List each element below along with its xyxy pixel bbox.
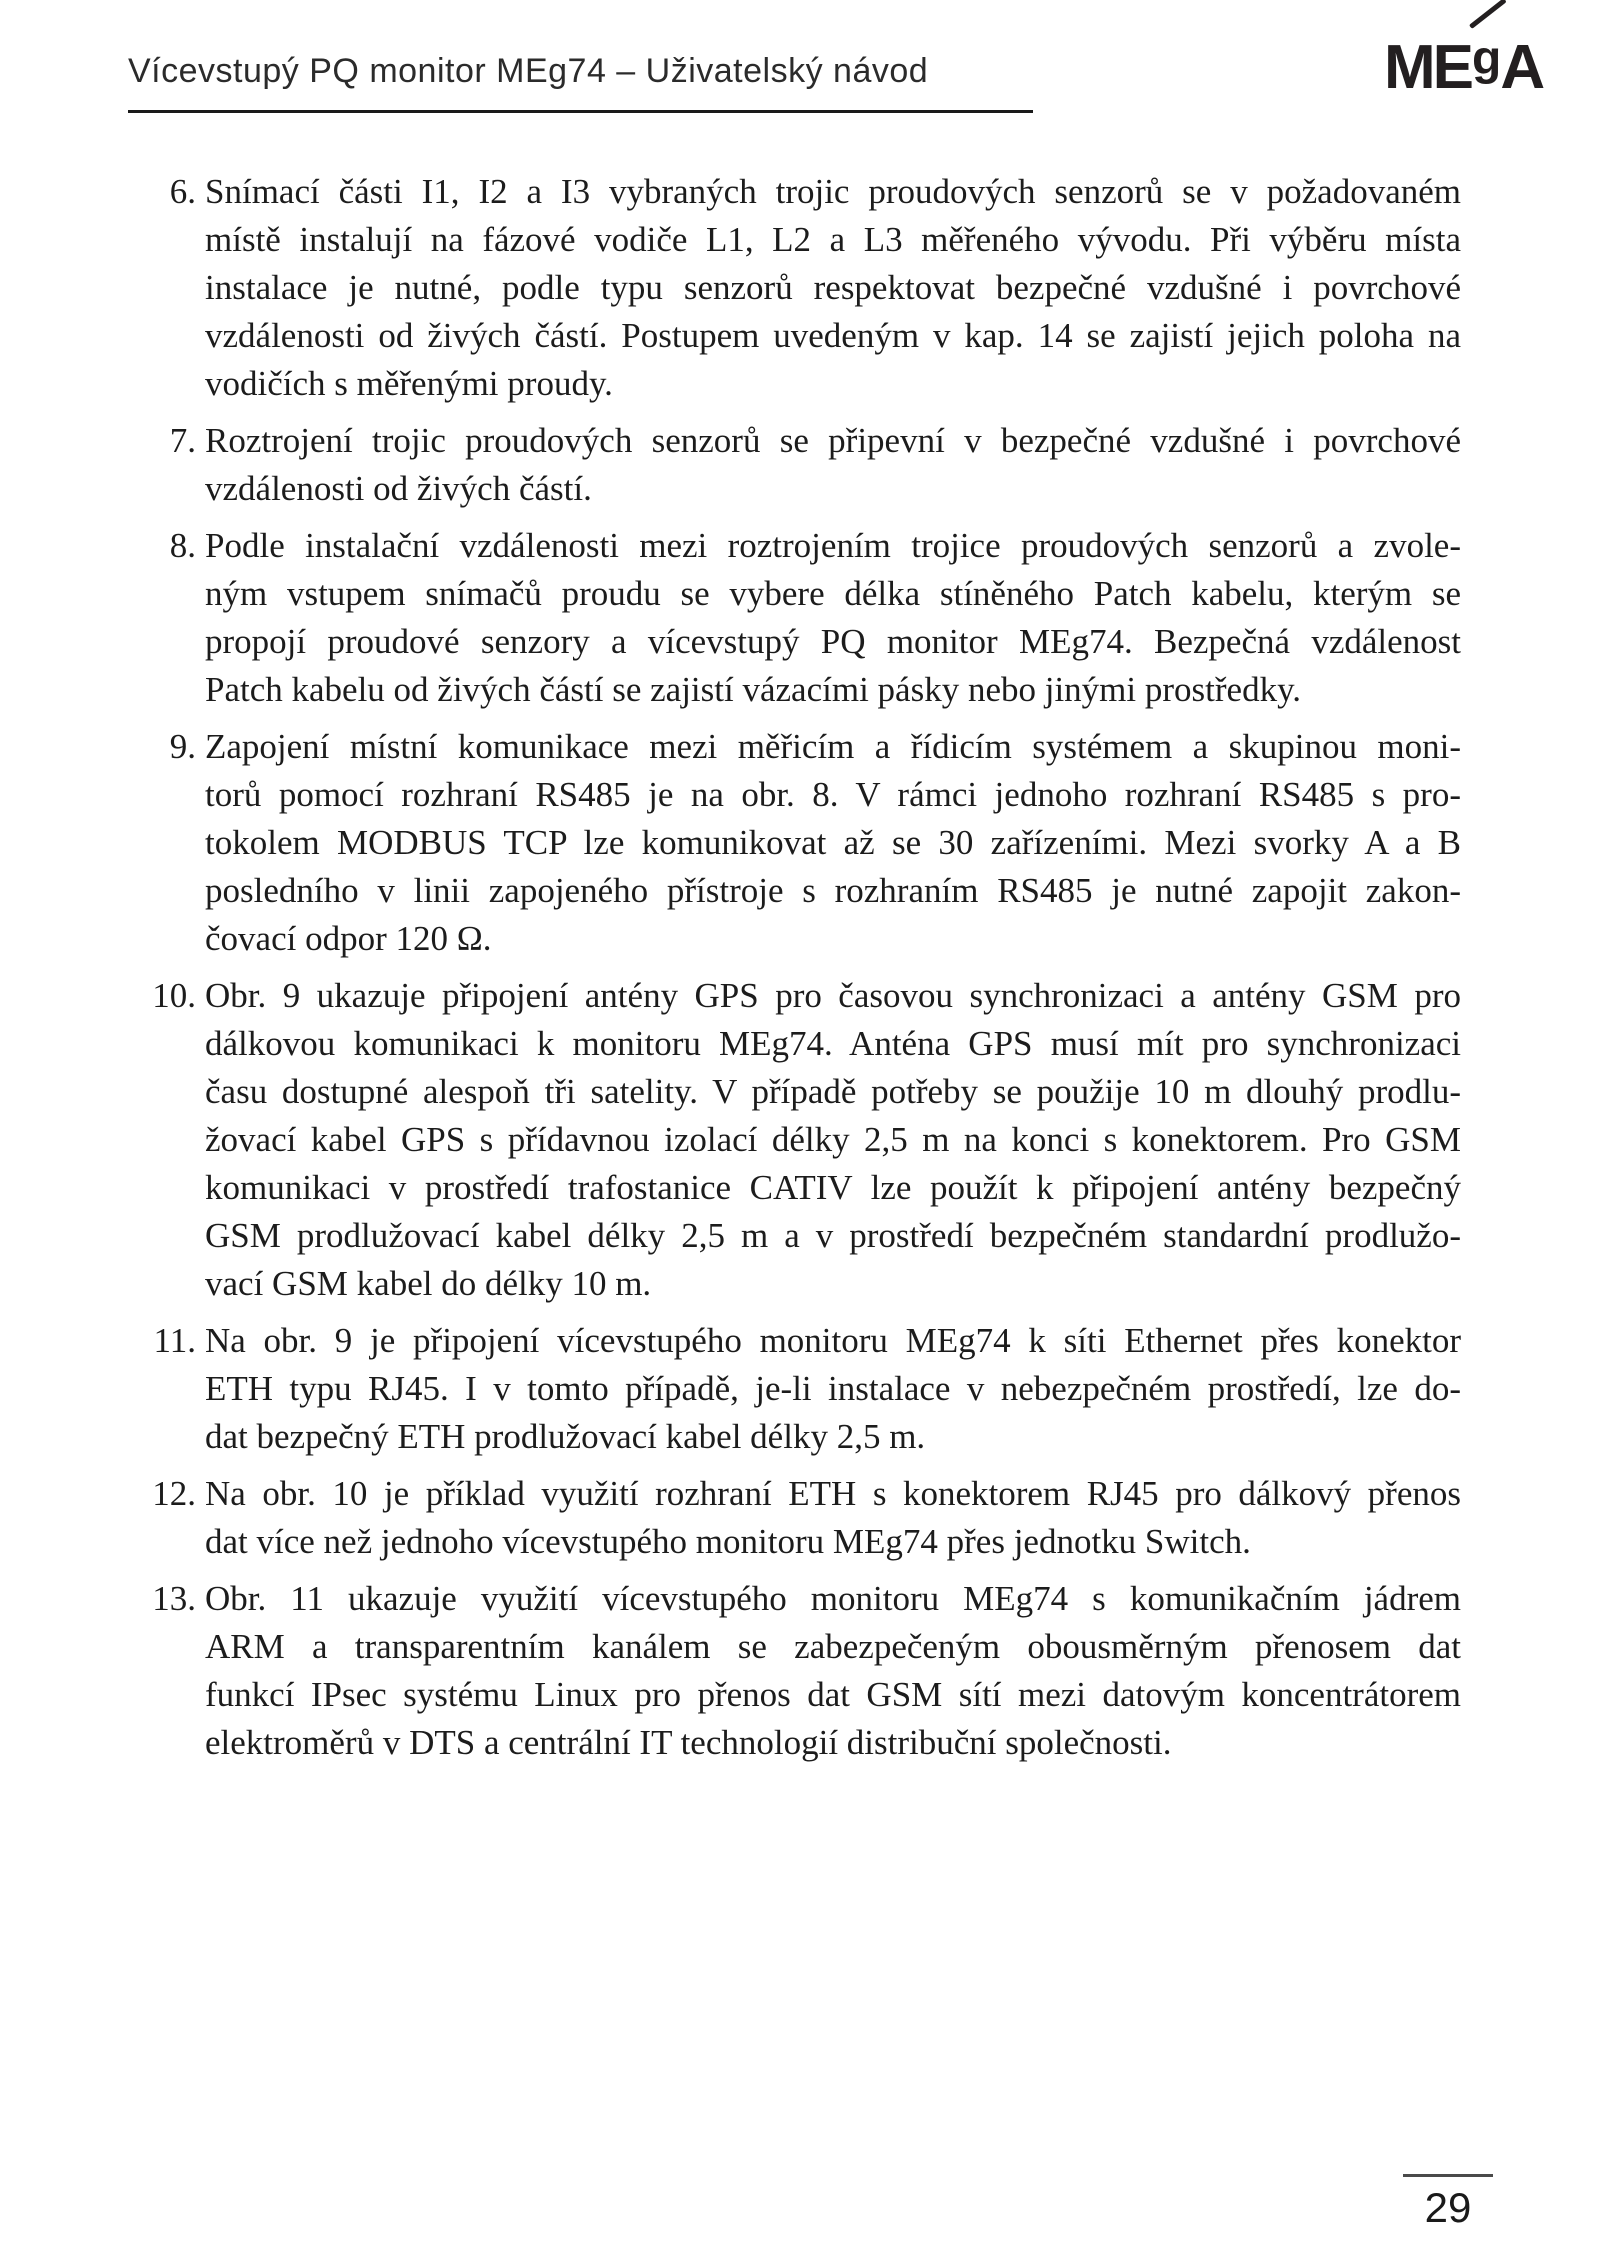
mega-logo-text-g: g xyxy=(1472,32,1502,85)
list-item-number: 13. xyxy=(152,1579,196,1618)
text-line: Podle instalační vzdálenosti mezi roztrojením trojice proudových senzorů a zvole- xyxy=(205,526,1461,565)
text-line: tokolem MODBUS TCP lze komunikovat až se 30 zařízeními. Mezi svorky A a B xyxy=(205,823,1461,862)
text-line: dálkovou komunikaci k monitoru MEg74. Anténa GPS musí mít pro synchronizaci xyxy=(205,1024,1461,1063)
text-line: ETH typu RJ45. I v tomto případě, je-li instalace v nebezpečném prostředí, lze do- xyxy=(205,1369,1461,1408)
text-line: žovací kabel GPS s přídavnou izolací délky 2,5 m na konci s konektorem. Pro GSM xyxy=(205,1120,1461,1159)
instruction-list xyxy=(152,168,1461,1776)
mega-logo-text-me: ME xyxy=(1384,33,1471,102)
text-line: vzdálenosti od živých částí. xyxy=(205,469,592,508)
text-line: GSM prodlužovací kabel délky 2,5 m a v prostředí bezpečném standardní prodlužo- xyxy=(205,1216,1461,1255)
text-line: dat bezpečný ETH prodlužovací kabel délky 2,5 m. xyxy=(205,1417,926,1456)
list-item-number: 12. xyxy=(152,1474,196,1513)
list-item xyxy=(152,1470,1461,1566)
text-line: místě instalují na fázové vodiče L1, L2 a L3 měřeného vývodu. Při výběru místa xyxy=(205,220,1461,259)
list-item xyxy=(153,1317,1461,1461)
text-line: komunikaci v prostředí trafostanice CATIV lze použít k připojení antény bezpečný xyxy=(205,1168,1461,1207)
header-divider xyxy=(128,110,1033,113)
text-line: torů pomocí rozhraní RS485 je na obr. 8. V rámci jednoho rozhraní RS485 s pro- xyxy=(205,775,1461,814)
text-line: ARM a transparentním kanálem se zabezpečeným obousměrným přenosem dat xyxy=(205,1627,1461,1666)
mega-logo xyxy=(1384,26,1543,110)
text-line: funkcí IPsec systému Linux pro přenos dat GSM sítí mezi datovým koncentrátorem xyxy=(205,1675,1461,1714)
text-line: elektroměrů v DTS a centrální IT technologií distribuční společnosti. xyxy=(205,1723,1172,1762)
page-number: 29 xyxy=(1424,2184,1472,2231)
text-line: dat více než jednoho vícevstupého monitoru MEg74 přes jednotku Switch. xyxy=(205,1522,1251,1561)
text-line: instalace je nutné, podle typu senzorů respektovat bezpečné vzdušné i povrchové xyxy=(205,268,1461,307)
text-line: Na obr. 10 je příklad využití rozhraní ETH s konektorem RJ45 pro dálkový přenos xyxy=(205,1474,1461,1513)
list-item xyxy=(169,723,1461,963)
text-line: ným vstupem snímačů proudu se vybere délka stíněného Patch kabelu, kterým se xyxy=(205,574,1461,613)
text-line: Obr. 11 ukazuje využití vícevstupého monitoru MEg74 s komunikačním jádrem xyxy=(205,1579,1461,1618)
text-line: propojí proudové senzory a vícevstupý PQ monitor MEg74. Bezpečná vzdálenost xyxy=(205,622,1461,661)
list-item xyxy=(152,972,1461,1308)
text-line: Obr. 9 ukazuje připojení antény GPS pro časovou synchronizaci a antény GSM pro xyxy=(205,976,1461,1015)
text-line: vzdálenosti od živých částí. Postupem uvedeným v kap. 14 se zajistí jejich poloha na xyxy=(205,316,1461,355)
text-line: vací GSM kabel do délky 10 m. xyxy=(205,1264,652,1303)
list-item-number: 6. xyxy=(169,172,196,211)
list-item xyxy=(169,417,1461,513)
text-line: čovací odpor 120 Ω. xyxy=(205,919,492,958)
list-item-number: 7. xyxy=(169,421,196,460)
text-line: Roztrojení trojic proudových senzorů se připevní v bezpečné vzdušné i povrchové xyxy=(205,421,1461,460)
text-line: Zapojení místní komunikace mezi měřicím a řídicím systémem a skupinou moni- xyxy=(205,727,1461,766)
text-line: času dostupné alespoň tři satelity. V případě potřeby se použije 10 m dlouhý prodlu- xyxy=(205,1072,1461,1111)
footer-divider xyxy=(1403,2174,1493,2177)
page-header-title: Vícevstupý PQ monitor MEg74 – Uživatelský návod xyxy=(128,52,929,90)
text-line: Snímací části I1, I2 a I3 vybraných trojic proudových senzorů se v požadovaném xyxy=(205,172,1461,211)
text-line: Patch kabelu od živých částí se zajistí vázacími pásky nebo jinými prostředky. xyxy=(205,670,1302,709)
mega-logo-text-a: A xyxy=(1500,33,1543,102)
list-item-number: 10. xyxy=(152,976,196,1015)
text-line: posledního v linii zapojeného přístroje s rozhraním RS485 je nutné zapojit zakon- xyxy=(205,871,1461,910)
list-item-number: 8. xyxy=(169,526,196,565)
list-item-number: 11. xyxy=(153,1321,196,1360)
text-line: vodičích s měřenými proudy. xyxy=(205,364,613,403)
text-line: Na obr. 9 je připojení vícevstupého monitoru MEg74 k síti Ethernet přes konektor xyxy=(205,1321,1461,1360)
list-item xyxy=(169,168,1461,408)
list-item xyxy=(169,522,1461,714)
list-item xyxy=(152,1575,1461,1767)
list-item-number: 9. xyxy=(169,727,196,766)
